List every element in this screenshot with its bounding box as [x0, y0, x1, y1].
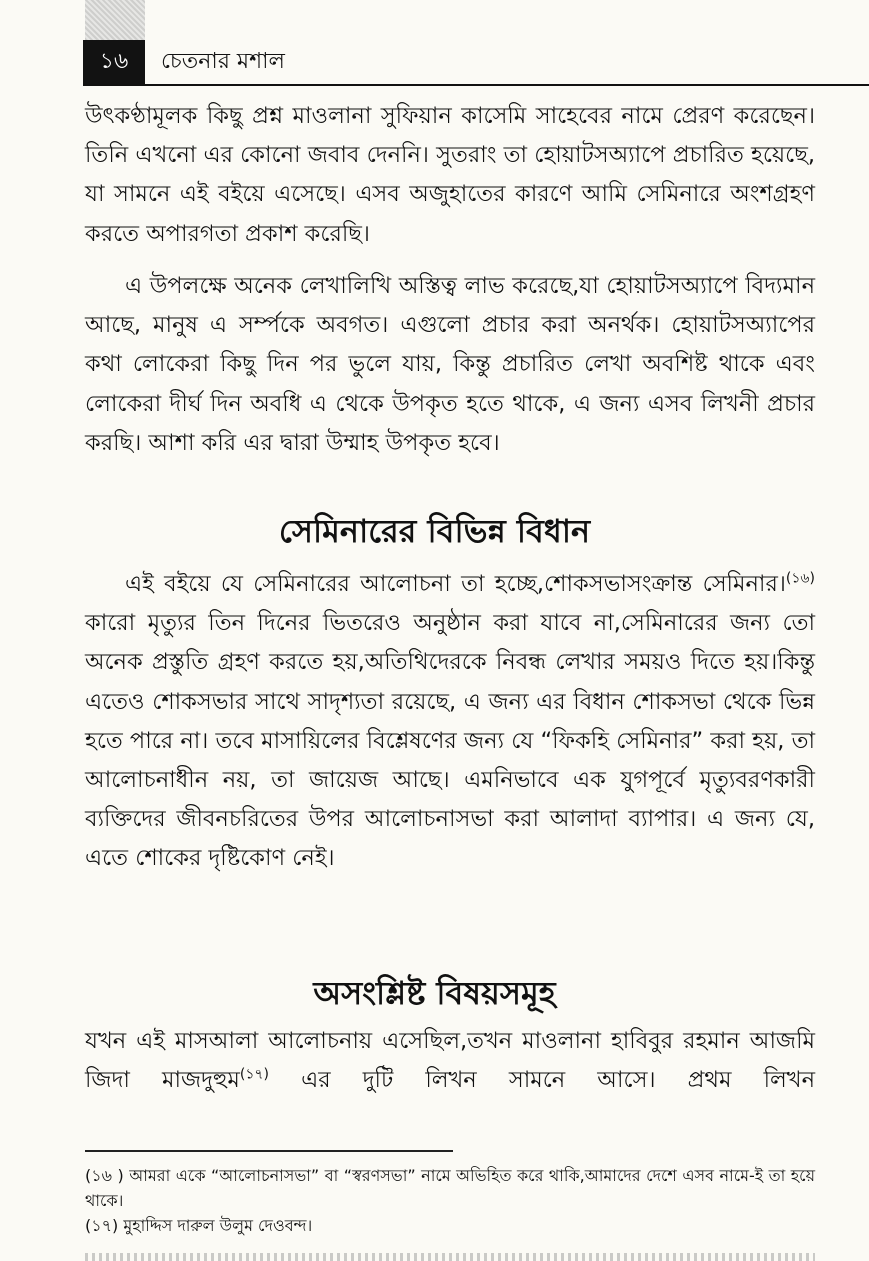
footnote-ref-16: (১৬) — [785, 570, 815, 587]
book-title: চেতনার মশাল — [161, 49, 285, 74]
footnote-divider — [85, 1150, 453, 1152]
paragraph-3-text-b: কারো মৃত্যুর তিন দিনের ভিতরেও অনুষ্ঠান করা যাবে না,সেমিনারের জন্য তো অনেক প্রস্তুতি গ্রহণ করতে হয়,অতিথিদেরকে নিবন্ধ লেখার সময়ও দিতে হয়।কিন্তু এতেও শোকসভার সাথে সাদৃশ্যতা রয়েছে, এ জন্য এর বিধান শোকসভা থেকে ভিন্ন হতে পারে না। তবে মাসায়িলের বিশ্লেষণের জন্য যে “ফিকহি সেমিনার” করা হয়, তা আলোচনাধীন নয়, তা জায়েজ আছে। এমনিভাবে এক যুগপূর্বে মৃত্যুবরণকারী ব্যক্তিদের জীবনচরিতের উপর আলোচনাসভা করা আলাদা ব্যাপার। এ জন্য যে, এতে শোকের দৃষ্টিকোণ নেই। — [85, 610, 815, 872]
paragraph-4-text-b: এর দুটি লিখন সামনে আসে। প্রথম লিখন — [268, 1067, 815, 1094]
page-bottom-edge — [85, 1253, 815, 1261]
paragraph-1: উৎকণ্ঠামূলক কিছু প্রশ্ন মাওলানা সুফিয়ান কাসেমি সাহেবের নামে প্রেরণ করেছেন। তিনি এখনো এর কোনো জবাব দেননি। সুতরাং তা হোয়াটসঅ্যাপে প্রচারিত হয়েছে, যা সামনে এই বইয়ে এসেছে। এসব অজুহাতের কারণে আমি সেমিনারে অংশগ্রহণ করতে অপারগতা প্রকাশ করেছি। — [85, 103, 815, 247]
page-header — [83, 40, 869, 86]
footnote-17: (১৭) মুহাদ্দিস দারুল উলুম দেওবন্দ। — [85, 1216, 313, 1235]
paragraph-4 — [85, 1022, 815, 1100]
scan-smudge — [85, 0, 145, 40]
footnotes — [85, 1163, 815, 1238]
page-number: ১৬ — [83, 40, 145, 84]
paragraph-3 — [85, 565, 815, 879]
paragraph-3-text-a: এই বইয়ে যে সেমিনারের আলোচনা তা হচ্ছে,শোকসভাসংক্রান্ত সেমিনার। — [125, 571, 786, 597]
footnote-16: (১৬ ) আমরা একে “আলোচনাসভা” বা “স্বরণসভা” নামে অভিহিত করে থাকি,আমাদের দেশে এসব নামে-ই তা হয়ে থাকে। — [85, 1166, 815, 1210]
footnote-ref-17: (১৭) — [239, 1066, 269, 1083]
paragraph-4-text-a: যখন এই মাসআলা আলোচনায় এসেছিল,তখন মাওলানা হাবিবুর রহমান আজমি জিদা মাজদুহুম — [85, 1028, 815, 1094]
paragraph-2: এ উপলক্ষে অনেক লেখালিখি অস্তিত্ব লাভ করেছে,যা হোয়াটসঅ্যাপে বিদ্যমান আছে, মানুষ এ সর্ম্পকে অবগত। এগুলো প্রচার করা অনর্থক। হোয়াটসঅ্যাপের কথা লোকেরা কিছু দিন পর ভুলে যায়, কিন্তু প্রচারিত লেখা অবশিষ্ট থাকে এবং লোকেরা দীর্ঘ দিন অবধি এ থেকে উপকৃত হতে থাকে, এ জন্য এসব লিখনী প্রচার করছি। আশা করি এর দ্বারা উম্মাহ উপকৃত হবে। — [85, 273, 815, 456]
section-heading-unrelated: অসংশ্লিষ্ট বিষয়সমূহ — [313, 974, 556, 1012]
section-heading-rulings: সেমিনারের বিভিন্ন বিধান — [278, 512, 591, 550]
